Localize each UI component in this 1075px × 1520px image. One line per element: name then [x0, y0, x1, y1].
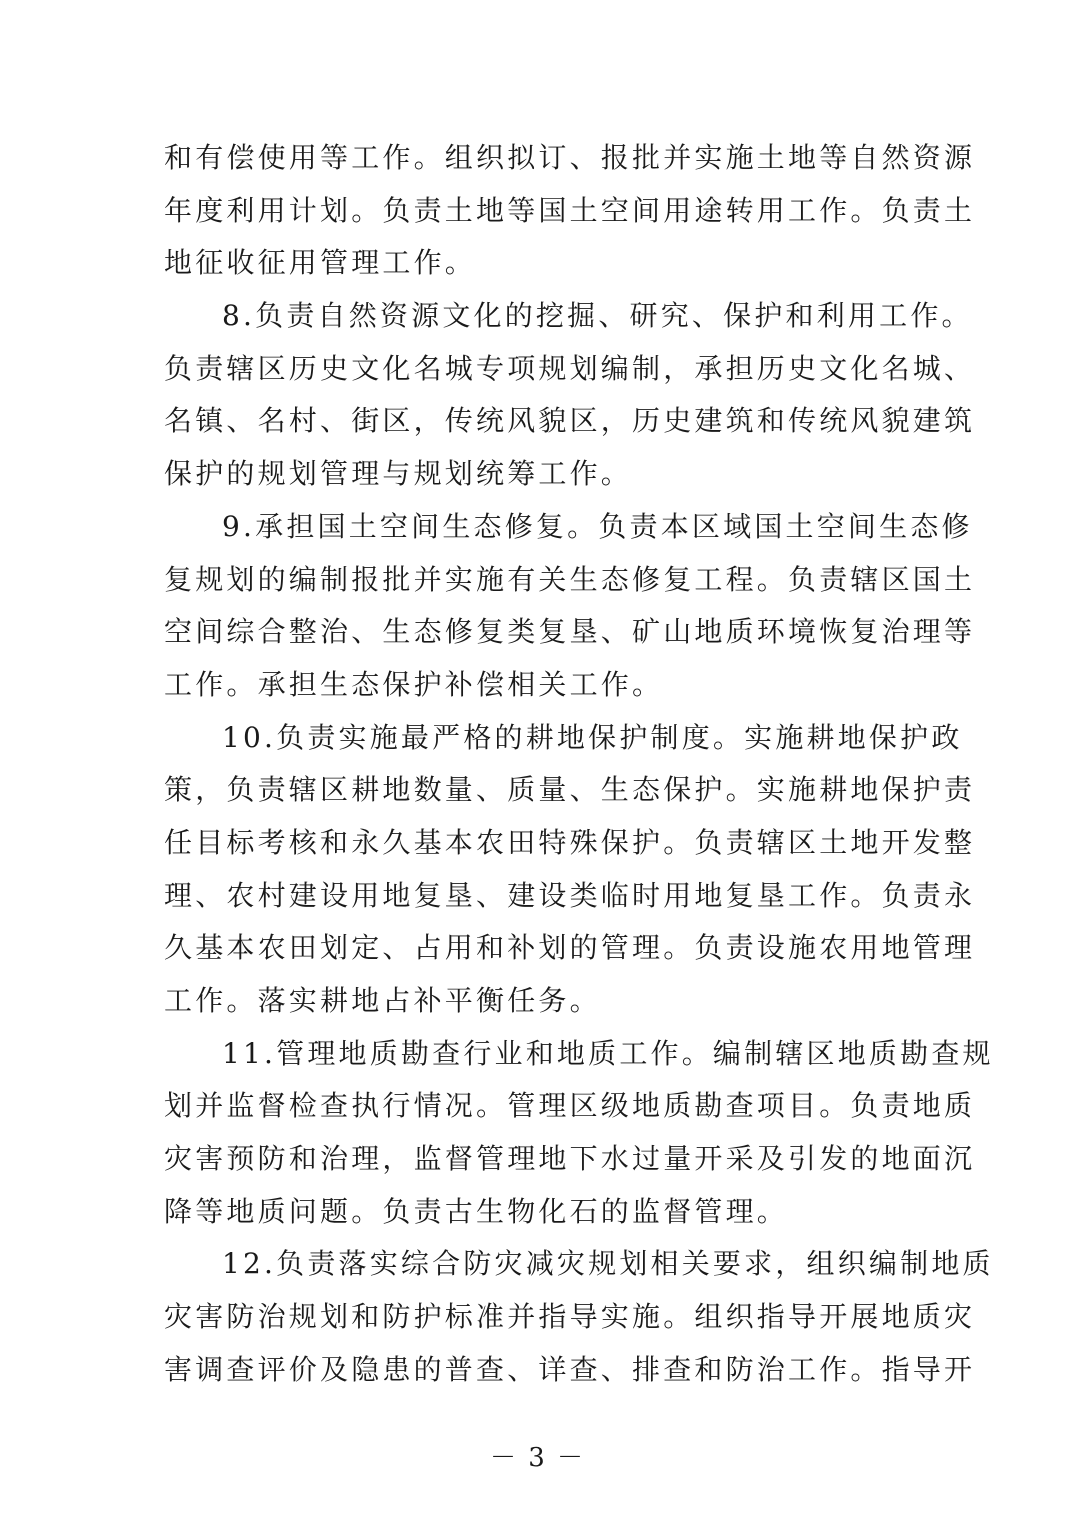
- text-line: 任目标考核和永久基本农田特殊保护。负责辖区土地开发整: [164, 825, 976, 859]
- text-line: 灾害防治规划和防护标准并指导实施。组织指导开展地质灾: [164, 1300, 976, 1334]
- text-line: 空间综合整治、生态修复类复垦、矿山地质环境恢复治理等: [164, 615, 976, 649]
- page-number: － 3 －: [489, 1443, 586, 1473]
- text-line: 灾害预防和治理，监督管理地下水过量开采及引发的地面沉: [164, 1142, 976, 1176]
- text-line: 害调查评价及隐患的普查、详查、排查和防治工作。指导开: [164, 1352, 976, 1386]
- paragraph-12-first-line: 12.负责落实综合防灾减灾规划相关要求，组织编制地质: [222, 1247, 994, 1281]
- text-line: 理、农村建设用地复垦、建设类临时用地复垦工作。负责永: [164, 878, 976, 912]
- text-line: 地征收征用管理工作。: [164, 246, 477, 280]
- text-line: 年度利用计划。负责土地等国土空间用途转用工作。负责土: [164, 193, 976, 227]
- paragraph-8-first-line: 8.负责自然资源文化的挖掘、研究、保护和利用工作。: [222, 299, 973, 333]
- paragraph-11-first-line: 11.管理地质勘查行业和地质工作。编制辖区地质勘查规: [222, 1036, 994, 1070]
- text-line: 工作。落实耕地占补平衡任务。: [164, 984, 601, 1017]
- document-body: [164, 132, 994, 1397]
- text-line: 和有偿使用等工作。组织拟订、报批并实施土地等自然资源: [164, 141, 976, 174]
- text-line: 复规划的编制报批并实施有关生态修复工程。负责辖区国土: [164, 562, 976, 596]
- text-line: 久基本农田划定、占用和补划的管理。负责设施农用地管理: [164, 931, 976, 965]
- paragraph-9-first-line: 9.承担国土空间生态修复。负责本区域国土空间生态修: [222, 509, 973, 543]
- text-line: 降等地质问题。负责古生物化石的监督管理。: [164, 1194, 789, 1228]
- paragraph-10-first-line: 10.负责实施最严格的耕地保护制度。实施耕地保护政: [222, 720, 963, 754]
- text-line: 保护的规划管理与规划统筹工作。: [164, 457, 633, 491]
- text-line: 策，负责辖区耕地数量、质量、生态保护。实施耕地保护责: [164, 773, 976, 807]
- text-line: 工作。承担生态保护补偿相关工作。: [164, 667, 664, 701]
- text-line: 负责辖区历史文化名城专项规划编制，承担历史文化名城、: [164, 351, 976, 385]
- text-line: 名镇、名村、街区，传统风貌区，历史建筑和传统风貌建筑: [164, 404, 976, 438]
- text-line: 划并监督检查执行情况。管理区级地质勘查项目。负责地质: [164, 1089, 976, 1123]
